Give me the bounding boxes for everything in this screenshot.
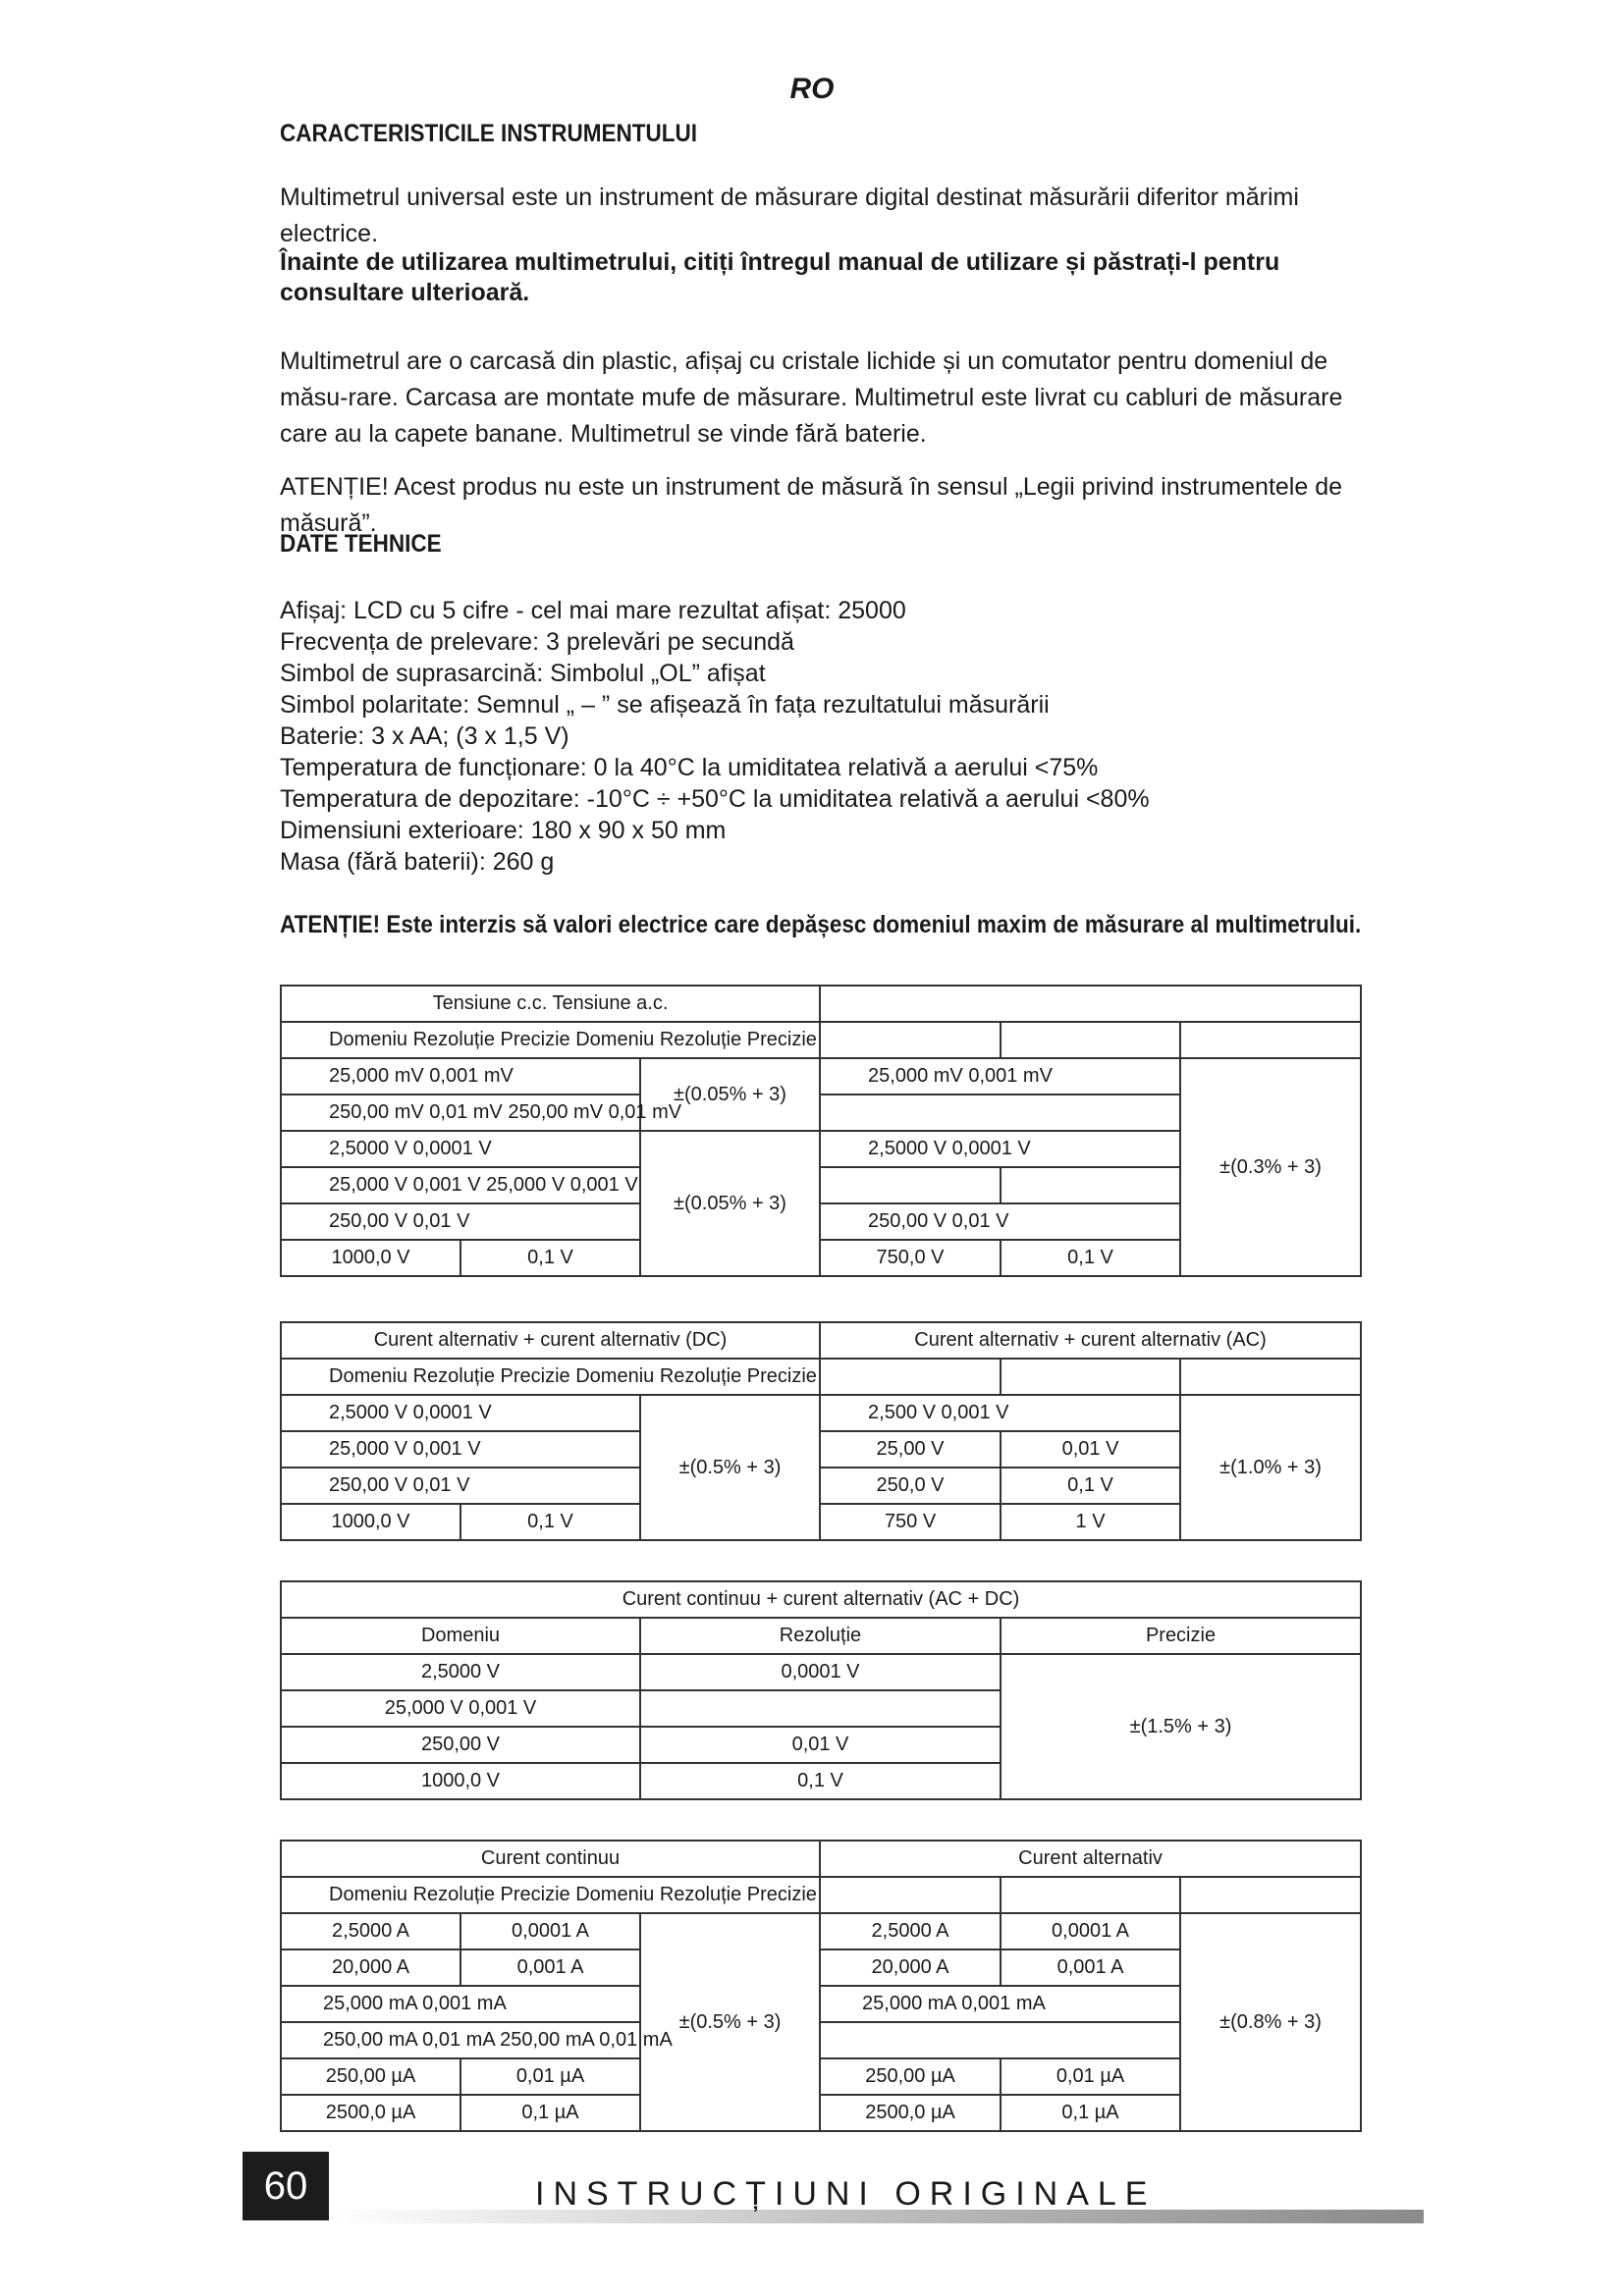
spec-battery: Baterie: 3 x AA; (3 x 1,5 V) bbox=[280, 722, 569, 750]
section-title-features: CARACTERISTICILE INSTRUMENTULUI bbox=[280, 120, 697, 147]
table-cell: 2500,0 µA bbox=[820, 2095, 1001, 2131]
table-header-empty bbox=[820, 986, 1361, 1022]
table-subheader: Domeniu Rezoluție Precizie Domeniu Rezoluție Precizie bbox=[281, 1359, 820, 1395]
table-cell: 1000,0 V bbox=[281, 1504, 460, 1540]
table-header: Curent alternativ + curent alternativ (AC) bbox=[820, 1322, 1361, 1359]
table-cell: 0,0001 A bbox=[460, 1913, 640, 1949]
table-column-header: Precizie bbox=[1001, 1618, 1361, 1654]
spec-mass: Masa (fără baterii): 260 g bbox=[280, 848, 555, 876]
paragraph-attention: ATENȚIE! Acest produs nu este un instrument de măsură în sensul „Legii privind instrumentele de măsură”. bbox=[280, 473, 1343, 537]
table-cell-accuracy: ±(1.5% + 3) bbox=[1001, 1654, 1361, 1799]
table-cell: 250,00 V 0,01 V bbox=[281, 1203, 640, 1240]
table-cell: 2,500 V 0,001 V bbox=[820, 1395, 1180, 1431]
table-cell: 2,5000 V 0,0001 V bbox=[281, 1131, 640, 1167]
table-subheader: Domeniu Rezoluție Precizie Domeniu Rezoluție Precizie bbox=[281, 1022, 820, 1058]
table-cell-accuracy: ±(0.8% + 3) bbox=[1180, 1913, 1361, 2131]
table-voltage bbox=[280, 985, 1362, 1277]
table-cell: 2,5000 V 0,0001 V bbox=[281, 1395, 640, 1431]
table-cell: 0,01 µA bbox=[460, 2058, 640, 2095]
table-cell: 250,00 µA bbox=[281, 2058, 460, 2095]
table-header: Curent continuu bbox=[281, 1841, 820, 1877]
table-cell: 0,1 V bbox=[460, 1240, 640, 1276]
spec-dimensions: Dimensiuni exterioare: 180 x 90 x 50 mm bbox=[280, 817, 727, 844]
table-cell: 25,000 V 0,001 V bbox=[281, 1690, 640, 1727]
table-cell: 0,1 µA bbox=[460, 2095, 640, 2131]
table-cell-accuracy: ±(0.5% + 3) bbox=[640, 1913, 820, 2131]
table-cell: 25,000 mV 0,001 mV bbox=[820, 1058, 1180, 1095]
table-cell: 750,0 V bbox=[820, 1240, 1001, 1276]
table-cell: 0,1 V bbox=[1001, 1468, 1180, 1504]
table-ac-dc-voltage bbox=[280, 1580, 1362, 1800]
paragraph-read-manual: Înainte de utilizarea multimetrului, citiți întregul manual de utilizare și păstrați-l pentru consultare ulterioară. bbox=[280, 248, 1280, 306]
table-cell: 2500,0 µA bbox=[281, 2095, 460, 2131]
table-cell: 0,1 V bbox=[640, 1763, 1001, 1799]
section-title-technical-data: DATE TEHNICE bbox=[280, 530, 442, 558]
table-column-header: Rezoluție bbox=[640, 1618, 1001, 1654]
spec-operating-temp: Temperatura de funcționare: 0 la 40°C la umiditatea relativă a aerului <75% bbox=[280, 754, 1099, 781]
table-cell: 0,0001 V bbox=[640, 1654, 1001, 1690]
table-cell: 1000,0 V bbox=[281, 1763, 640, 1799]
table-cell: 25,000 V 0,001 V 25,000 V 0,001 V bbox=[281, 1167, 640, 1203]
table-cell: 20,000 A bbox=[281, 1949, 460, 1986]
table-cell: 25,000 mA 0,001 mA bbox=[281, 1986, 640, 2022]
table-header: Curent alternativ + curent alternativ (DC) bbox=[281, 1322, 820, 1359]
table-cell-accuracy: ±(0.5% + 3) bbox=[640, 1395, 820, 1540]
table-cell: 250,00 V 0,01 V bbox=[820, 1203, 1180, 1240]
spec-storage-temp: Temperatura de depozitare: -10°C ÷ +50°C la umiditatea relativă a aerului <80% bbox=[280, 785, 1150, 813]
table-cell-accuracy: ±(0.3% + 3) bbox=[1180, 1058, 1361, 1276]
table-cell: 2,5000 A bbox=[281, 1913, 460, 1949]
spec-overload: Simbol de suprasarcină: Simbolul „OL” afișat bbox=[280, 660, 766, 687]
table-cell: 0,001 A bbox=[1001, 1949, 1180, 1986]
table-cell: 2,5000 V 0,0001 V bbox=[820, 1131, 1180, 1167]
table-cell: 250,00 µA bbox=[820, 2058, 1001, 2095]
table-cell: 25,000 V 0,001 V bbox=[281, 1431, 640, 1468]
table-header: Curent continuu + curent alternativ (AC + DC) bbox=[281, 1581, 1361, 1618]
table-cell: 250,00 V 0,01 V bbox=[281, 1468, 640, 1504]
table-subheader: Domeniu Rezoluție Precizie Domeniu Rezoluție Precizie bbox=[281, 1877, 820, 1913]
table-cell: 0,1 V bbox=[1001, 1240, 1180, 1276]
table-column-header: Domeniu bbox=[281, 1618, 640, 1654]
table-cell: 25,00 V bbox=[820, 1431, 1001, 1468]
table-header: Curent alternativ bbox=[820, 1841, 1361, 1877]
table-current bbox=[280, 1840, 1362, 2132]
table-cell: 250,00 V bbox=[281, 1727, 640, 1763]
table-cell: 250,0 V bbox=[820, 1468, 1001, 1504]
footer-text: INSTRUCȚIUNI ORIGINALE bbox=[535, 2175, 1157, 2213]
table-cell: 0,01 V bbox=[640, 1727, 1001, 1763]
table-cell: 1 V bbox=[1001, 1504, 1180, 1540]
table-cell-accuracy: ±(0.05% + 3) bbox=[640, 1131, 820, 1276]
table-cell: 25,000 mV 0,001 mV bbox=[281, 1058, 640, 1095]
table-cell: 2,5000 A bbox=[820, 1913, 1001, 1949]
table-cell: 0,1 µA bbox=[1001, 2095, 1180, 2131]
table-cell: 0,1 V bbox=[460, 1504, 640, 1540]
table-cell: 0,01 µA bbox=[1001, 2058, 1180, 2095]
table-cell: 20,000 A bbox=[820, 1949, 1001, 1986]
technical-specs-list bbox=[280, 595, 1150, 878]
table-cell: 1000,0 V bbox=[281, 1240, 460, 1276]
language-code: RO bbox=[789, 73, 835, 105]
table-cell-accuracy: ±(0.05% + 3) bbox=[640, 1058, 820, 1131]
table-alternating-current-dc-ac bbox=[280, 1321, 1362, 1541]
table-cell: 2,5000 V bbox=[281, 1654, 640, 1690]
table-cell: 750 V bbox=[820, 1504, 1001, 1540]
table-cell: 250,00 mA 0,01 mA 250,00 mA 0,01 mA bbox=[281, 2022, 640, 2058]
spec-polarity: Simbol polaritate: Semnul „ – ” se afișează în fața rezultatului măsurării bbox=[280, 691, 1050, 719]
paragraph-intro: Multimetrul universal este un instrument de măsurare digital destinat măsurării diferitor mărimi electrice. bbox=[280, 184, 1299, 247]
page-number: 60 bbox=[243, 2152, 329, 2220]
table-cell: 0,001 A bbox=[460, 1949, 640, 1986]
paragraph-description: Multimetrul are o carcasă din plastic, afișaj cu cristale lichide și un comutator pentru domeniul de măsu-rare. Carcasa are montate mufe de măsurare. Multimetrul este livrat cu cabluri de măsurare care au la capete banane. Multimetrul se vinde fără baterie. bbox=[280, 347, 1343, 448]
table-cell: 0,01 V bbox=[1001, 1431, 1180, 1468]
spec-sampling: Frecvența de prelevare: 3 prelevări pe secundă bbox=[280, 628, 794, 656]
table-cell: 0,0001 A bbox=[1001, 1913, 1180, 1949]
warning-max-range: ATENȚIE! Este interzis să valori electrice care depășesc domeniul maxim de măsurare al multimetrului. bbox=[280, 911, 1362, 938]
table-header: Tensiune c.c. Tensiune a.c. bbox=[281, 986, 820, 1022]
table-cell: 250,00 mV 0,01 mV 250,00 mV 0,01 mV bbox=[281, 1095, 640, 1131]
table-cell: 25,000 mA 0,001 mA bbox=[820, 1986, 1180, 2022]
spec-display: Afișaj: LCD cu 5 cifre - cel mai mare rezultat afișat: 25000 bbox=[280, 597, 906, 624]
table-cell-accuracy: ±(1.0% + 3) bbox=[1180, 1395, 1361, 1540]
